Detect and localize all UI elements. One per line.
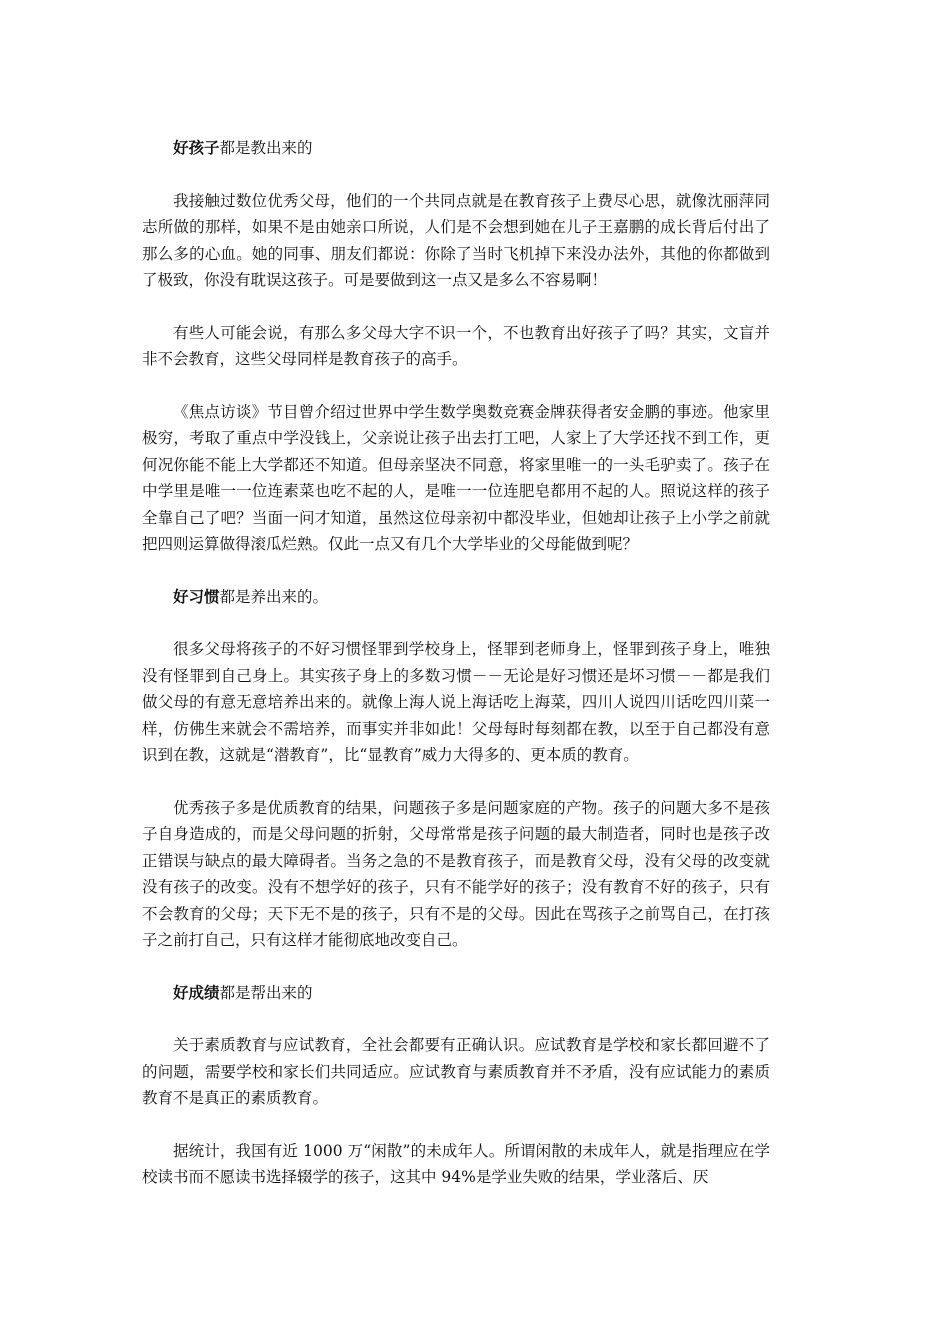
heading-bold-text: 好孩子: [173, 139, 220, 157]
heading-rest-text: 都是教出来的: [219, 139, 313, 157]
paragraph: 很多父母将孩子的不好习惯怪罪到学校身上，怪罪到老师身上，怪罪到孩子身上，唯独没有怪罪到自己身上。其实孩子身上的多数习惯－－无论是好习惯还是坏习惯－－都是我们做父母的有意无意培养出来的。就像上海人说上海话吃上海菜，四川人说四川话吃四川菜一样，仿佛生来就会不需培养，而事实并非如此！父母每时每刻都在教，以至于自己都没有意识到在教，这就是“潜教育”，比“显教育”威力大得多的、更本质的教育。: [142, 640, 770, 764]
heading-rest-text: 都是养出来的。: [219, 587, 329, 606]
section-heading-good-children: [142, 135, 770, 162]
paragraph: 据统计，我国有近 1000 万“闲散”的未成年人。所谓闲散的未成年人，就是指理应在学校读书而不愿读书选择辍学的孩子，这其中 94%是学业失败的结果，学业落后、厌: [142, 1141, 770, 1186]
paragraph: 我接触过数位优秀父母，他们的一个共同点就是在教育孩子上费尽心思，就像沈丽萍同志所做的那样，如果不是由她亲口所说，人们是不会想到她在儿子王嘉鹏的成长背后付出了那么多的心血。她的同事、朋友们都说：你除了当时飞机掉下来没办法外，其他的你都做到了极致，你没有耽误这孩子。可是要做到这一点又是多么不容易啊！: [142, 191, 770, 289]
section-heading-good-grades: [142, 980, 770, 1007]
paragraph: 有些人可能会说，有那么多父母大字不识一个，不也教育出好孩子了吗？其实，文盲并非不会教育，这些父母同样是教育孩子的高手。: [142, 323, 770, 368]
document-page: [142, 135, 770, 1217]
heading-rest-text: 都是帮出来的: [219, 983, 313, 1002]
heading-bold-text: 好习惯: [173, 587, 220, 606]
heading-bold-text: 好成绩: [173, 983, 220, 1002]
paragraph: 《焦点访谈》节目曾介绍过世界中学生数学奥数竞赛金牌获得者安金鹏的事迹。他家里极穷，考取了重点中学没钱上，父亲说让孩子出去打工吧，人家上了大学还找不到工作，更何况你能不能上大学都还不知道。但母亲坚决不同意，将家里唯一的一头毛驴卖了。孩子在中学里是唯一一位连素菜也吃不起的人，是唯一一位连肥皂都用不起的人。照说这样的孩子全靠自己了吧？当面一问才知道，虽然这位母亲初中都没毕业，但她却让孩子上小学之前就把四则运算做得滚瓜烂熟。仅此一点又有几个大学毕业的父母能做到呢？: [142, 402, 770, 553]
paragraph: 优秀孩子多是优质教育的结果，问题孩子多是问题家庭的产物。孩子的问题大多不是孩子自身造成的，而是父母问题的折射，父母常常是孩子问题的最大制造者，同时也是孩子改正错误与缺点的最大障碍者。当务之急的不是教育孩子，而是教育父母，没有父母的改变就没有孩子的改变。没有不想学好的孩子，只有不能学好的孩子；没有教育不好的孩子，只有不会教育的父母；天下无不是的孩子，只有不是的父母。因此在骂孩子之前骂自己，在打孩子之前打自己，只有这样才能彻底地改变自己。: [142, 798, 770, 949]
paragraph: 关于素质教育与应试教育，全社会都要有正确认识。应试教育是学校和家长都回避不了的问题，需要学校和家长们共同适应。应试教育与素质教育并不矛盾，没有应试能力的素质教育不是真正的素质教育。: [142, 1036, 770, 1107]
section-heading-good-habits: [142, 584, 770, 611]
